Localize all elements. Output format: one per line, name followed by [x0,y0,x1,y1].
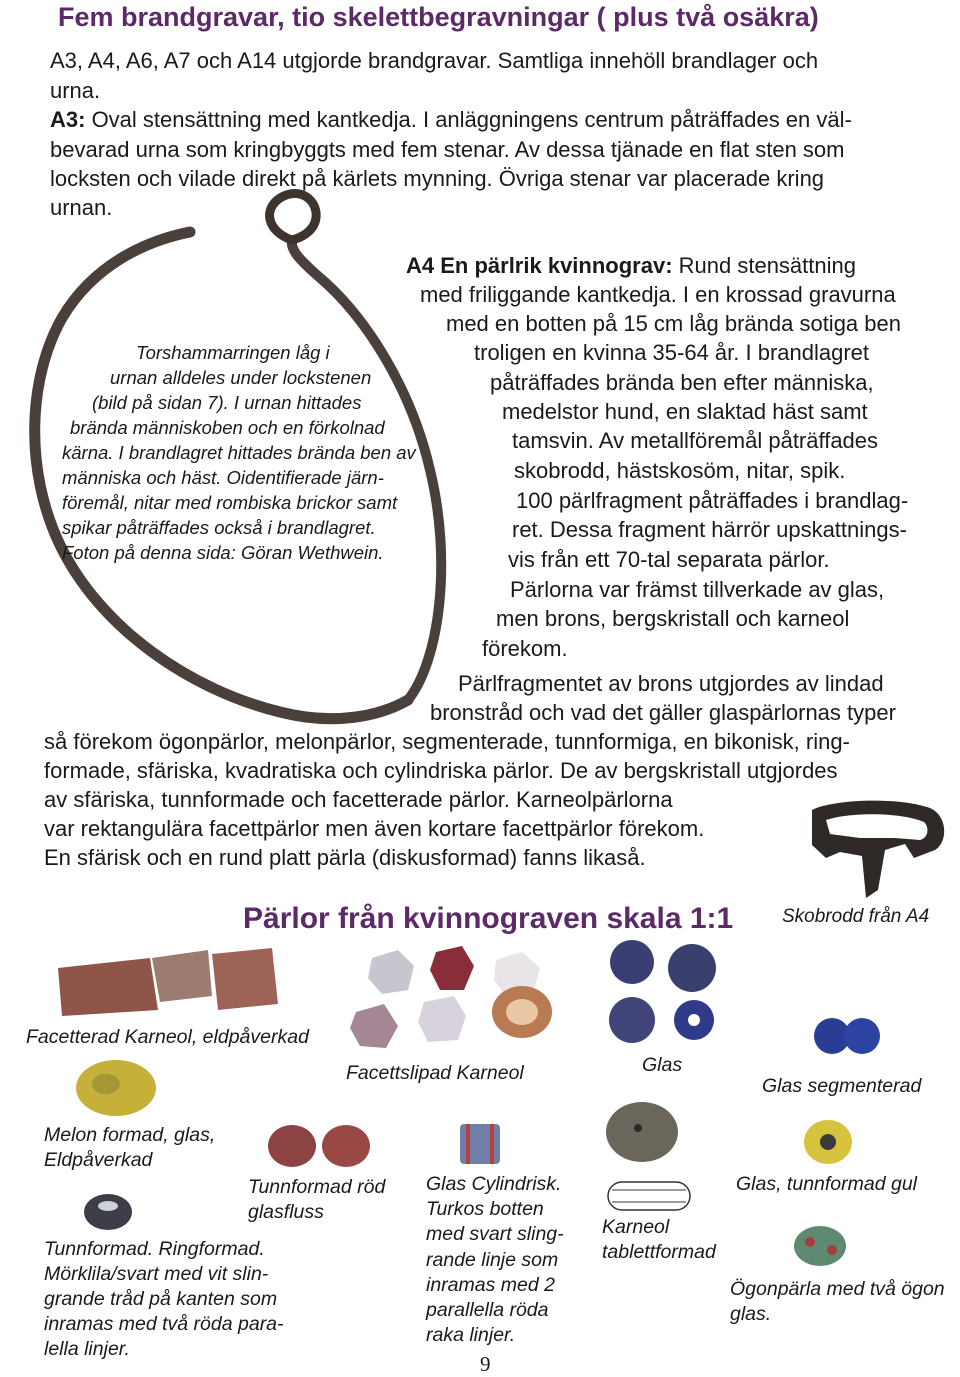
ring-caption-line: (bild på sidan 7). I urnan hittades [92,392,362,413]
a4-full-line: så förekom ögonpärlor, melonpärlor, segmenterade, tunnformiga, en bikonisk, ring- [44,729,850,754]
facetterad-karneol-beads [58,948,278,1016]
a4-line: med friliggande kantkedja. I en krossad gravurna [420,282,896,307]
a4-line: påträffades brända ben efter människa, [490,370,874,395]
ring-caption-line: Foton på denna sida: Göran Wethwein. [62,542,384,563]
tunnformad-rod-beads [268,1125,370,1167]
ring-caption-line: kärna. I brandlagret hittades brända ben av [62,442,416,463]
melon-bead [76,1060,156,1116]
facettslipad-karneol-label: Facettslipad Karneol [346,1062,524,1084]
tunnformad-rod-label-line: glasfluss [248,1201,324,1223]
ogonparla-bead [794,1226,846,1266]
a4-heading-line [406,255,856,277]
a4-line: tamsvin. Av metallföremål påträffades [512,428,879,453]
karneol-tablett-bead [606,1102,690,1210]
a3-line: locksten och vilade direkt på kärlets mynning. Övriga stenar var placerade kring [50,166,825,191]
karneol-tablett-label-line: tablettformad [602,1241,716,1263]
ring-caption-line: människa och häst. Oidentifierade järn- [62,467,384,488]
a3-line: urnan. [50,195,113,220]
ogonparla-label-line: Ögonpärla med två ögon [730,1278,945,1300]
glas-cylindrisk-label-line: inramas med 2 [426,1274,555,1296]
ring-caption-line: spikar påträffades också i brandlagret. [62,517,376,538]
a4-heading: A4 En pärlrik kvinnograv: [406,253,673,278]
glas-cylindrisk-label-line: Turkos botten [426,1198,544,1220]
ring-caption-line: föremål, nitar med rombiska brickor samt [62,492,398,513]
tunnformad-ring-label-line: grande tråd på kanten som [44,1288,278,1310]
a3-label: A3: [50,107,86,132]
a4-full-line: var rektangulära facettpärlor men även kortare facettpärlor förekom. [44,816,705,841]
a4-full-line: En sfärisk och en rund platt pärla (diskusformad) fanns likaså. [44,845,646,870]
a4-line: skobrodd, hästskosöm, nitar, spik. [514,458,846,483]
ring-caption-line: Torshammarringen låg i [136,342,330,363]
page-number: 9 [480,1352,491,1376]
glas-tunnformad-gul-label: Glas, tunnformad gul [736,1173,918,1195]
glas-beads [609,940,716,1043]
glas-segmenterad-bead [814,1018,880,1054]
tunnformad-ring-label-line: Tunnformad. Ringformad. [44,1238,265,1260]
a4-line: Pärlorna var främst tillverkade av glas, [510,577,885,602]
intro-line: urna. [50,78,101,103]
a4-line: men brons, bergskristall och karneol [496,606,850,631]
facetterad-karneol-label: Facetterad Karneol, eldpåverkad [26,1026,309,1048]
glas-cylindrisk-label-line: parallella röda [426,1299,549,1321]
intro-line: A3, A4, A6, A7 och A14 utgjorde brandgravar. Samtliga innehöll brandlager och [50,48,819,73]
glas-label: Glas [642,1054,683,1076]
page-title: Fem brandgravar, tio skelettbegravningar ( plus två osäkra) [58,2,819,32]
a3-line [50,109,852,131]
ogonparla-label-line: glas. [730,1303,772,1325]
tunnformad-rod-label-line: Tunnformad röd [248,1176,386,1198]
a4-full-line: av sfäriska, tunnformade och facetterade pärlor. Karneolpärlorna [44,787,673,812]
tunnformad-ring-label-line: inramas med två röda para- [44,1313,284,1335]
karneol-tablett-label-line: Karneol [602,1216,670,1238]
a4-line: förekom. [482,636,568,661]
a4-line: med en botten på 15 cm låg brända sotiga ben [446,311,901,336]
tunnformad-ring-label-line: lella linjer. [44,1338,130,1360]
skobrodd-label: Skobrodd från A4 [782,906,930,927]
glas-cylindrisk-label-line: rande linje som [426,1249,559,1271]
ring-caption-line: brända människoben och en förkolnad [70,417,385,438]
glas-cylindrisk-label-line: raka linjer. [426,1324,516,1346]
a4-line: 100 pärlfragment påträffades i brandlag- [516,488,909,513]
tunnformad-ringformad-bead [84,1194,132,1230]
melon-label-line: Eldpåverkad [44,1149,153,1171]
ring-caption-line: urnan alldeles under lockstenen [110,367,372,388]
a4-line: bronstråd och vad det gäller glaspärlornas typer [430,700,896,725]
a4-line: Pärlfragmentet av brons utgjordes av lindad [458,671,884,696]
tunnformad-ring-label-line: Mörklila/svart med vit slin- [44,1263,269,1285]
glas-cylindrisk-bead [460,1124,500,1164]
a4-line: troligen en kvinna 35-64 år. I brandlagret [474,340,870,365]
a4-line: ret. Dessa fragment härrör upskattnings- [512,517,907,542]
melon-label-line: Melon formad, glas, [44,1124,216,1146]
glas-segmenterad-label: Glas segmenterad [762,1075,922,1097]
glas-cylindrisk-label-line: med svart sling- [426,1223,564,1245]
glas-cylindrisk-label-line: Glas Cylindrisk. [426,1173,562,1195]
facettslipad-karneol-beads [350,946,552,1048]
a4-line: medelstor hund, en slaktad häst samt [502,399,868,424]
a3-line: bevarad urna som kringbyggts med fem stenar. Av dessa tjänade en flat sten som [50,137,845,162]
skobrodd-image [812,801,944,898]
glas-tunnformad-gul-bead [804,1120,852,1164]
a4-line1-text: Rund stensättning [672,253,856,278]
a4-full-line: formade, sfäriska, kvadratiska och cylindriska pärlor. De av bergskristall utgjordes [44,758,838,783]
a4-line: vis från ett 70-tal separata pärlor. [508,547,830,572]
beads-section-title: Pärlor från kvinnograven skala 1:1 [243,902,734,935]
a3-line1-text: Oval stensättning med kantkedja. I anläggningens centrum påträffades en väl- [85,107,852,132]
